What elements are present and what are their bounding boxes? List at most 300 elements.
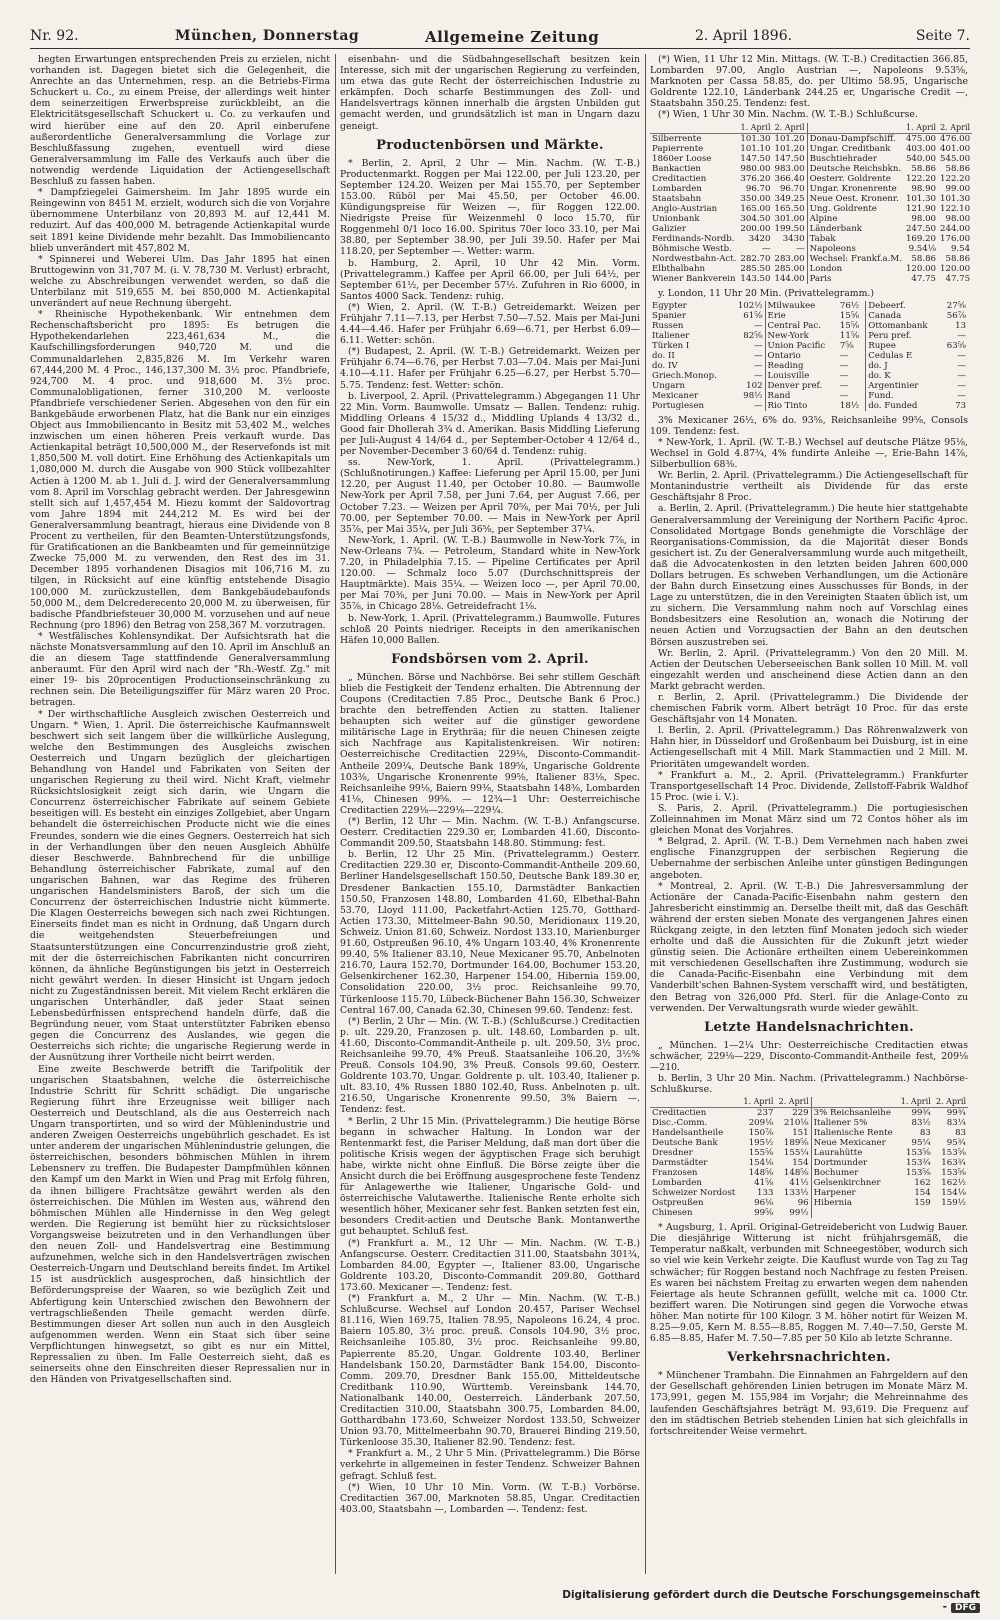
table-cell: 47.75 — [945, 273, 971, 284]
table-cell: 244.00 — [940, 223, 971, 234]
table-cell: 96.70 — [773, 184, 808, 194]
table-cell: 162½ — [941, 1178, 966, 1189]
table-cell: Darmstädter — [652, 1158, 708, 1169]
table-cell: 58.86 — [945, 253, 971, 264]
table-cell: 147.50 — [740, 153, 771, 164]
table-cell: — — [731, 401, 765, 411]
table-cell: 153⅝ — [906, 1148, 931, 1159]
table-row — [650, 133, 972, 144]
table-cell: 13 — [955, 320, 966, 331]
table-cell: 73 — [955, 400, 966, 411]
table-row — [650, 234, 972, 244]
table-cell: Dresdner — [652, 1148, 693, 1159]
table-cell: 56⅞ — [946, 310, 966, 321]
table-cell: Tabak — [809, 233, 836, 244]
wien-midday-report — [650, 54, 968, 109]
table-cell: 475.00 — [905, 133, 937, 144]
table-cell: London — [809, 263, 843, 274]
table-cell: 153⅝ — [906, 1168, 931, 1179]
header-cell: 2. April — [933, 1097, 968, 1108]
table-row — [650, 204, 972, 214]
column-2-intro — [340, 54, 640, 132]
paragraph: * Westfälisches Kohlensyndikat. Der Aufsichtsrath hat die nächste Monatsversammlung auf den 10. April im Anschluß an die an diesem Tage stattfindende Generalversammlung anberaumt. Für den April wird nach der "Rh.-Westf. Zg." mit einer 19- bis 20procentigen Productionseinschränkung zu rechnen sein. Die Beteiligungsziffer für März waren 20 Proc. betragen. — [30, 630, 330, 709]
table-cell: 165.50 — [773, 204, 808, 214]
table-cell: 83¼ — [946, 1118, 966, 1129]
table-cell: Buschtiehrader — [809, 153, 877, 164]
paragraph: hegten Erwartungen entsprechenden Preis zu erzielen, nicht vorhanden ist. Dagegen bietet sich die Gelegenheit, die Anrechte an das Unternehmen, resp. an die Betriebs-Firma Schuckert u. Co., zu einem Preise, der allerdings weit hinter dem seinerzeitigen Erwerbspreise zurückbleibt, an die Elektricitätsgesellschaft Schuckert u. Co. zu verkaufen und wird hierüber eine auf den 20. April einberufene außerordentliche Generalversammlung die Vorlage zur Beschlußfassung zugehen, eventuell wird diese Generalversammlung im Falle des Verkaufs auch über die notwendig werdende Liquidation der Actiengesellschaft Beschluß zu fassen haben. — [30, 54, 330, 188]
table-cell: Donau-Dampfschiff. — [809, 133, 896, 144]
table-row — [650, 341, 968, 351]
table-cell: 162 — [914, 1178, 931, 1189]
page-header — [30, 26, 970, 49]
table-cell: Louisville — [767, 370, 810, 381]
header-cell — [650, 123, 738, 134]
table-row — [650, 371, 968, 381]
table-cell: — — [957, 370, 966, 381]
table-cell: 7⅝ — [838, 341, 866, 351]
section-heading-verkehrsnachrichten: Verkehrsnachrichten. — [727, 1350, 891, 1366]
paragraph: (*) Wien, 2. April. (W. T.-B.) Getreidemarkt. Weizen per Frühjahr 7.11—7.13, per Herbst 7.50—7.52. Mais per Mai-Juni 4.44—4.46. Hafer per Frühjahr 6.69—6.71, per Herbst 6.09—6.11. Wetter: schön. — [340, 301, 640, 347]
table-cell: Böhmische Westb. — [652, 243, 732, 254]
table-row — [650, 381, 968, 391]
paragraph: eisenbahn- und die Südbahngesellschaft besitzen kein Interesse, sich mit der ungarischen Regierung zu verfeinden, um etwa das gute Recht der österreichischen Industrie zu erkämpfen. Doch scharfe Bestimmungen des Zoll- und Handelsvertrags können innerhalb die ärgsten Unbilden gut gemacht werden, und grundsätzlich ist man in Ungarn dazu geneigt. — [340, 54, 640, 132]
paragraph: * Spinnerei und Weberei Ulm. Das Jahr 1895 hat einen Bruttogewinn von 31,707 M. (i. V. 78,730 M. Verlust) erbracht, welche zu Abschreibungen verwendet werden, so daß die Unterbilanz mit 519,655 M. bei 850,000 M. Actienkapital unverändert auf neue Rechnung übergeht. — [30, 253, 330, 310]
table-cell: 99¾ — [946, 1108, 966, 1119]
table-cell: do. II — [652, 350, 675, 361]
table-cell: 540.00 — [905, 153, 937, 164]
table-cell: 403.00 — [905, 143, 937, 154]
column-1-paragraphs — [30, 54, 330, 1385]
paragraph: „ München. Börse und Nachbörse. Bei sehr stillem Geschäft blieb die Festigkeit der Tendenz erhalten. Die Abtrennung der Coupons (Creditactien 7.85 Proc., Deutsche Bank 6 Proc.) brachte den betreffenden Actien zu statten. Italiener behaupten sich weiter auf die günstiger gewordene militärische Lage in Erythräa; für die neuen Chinesen zeigte sich Nachfrage aus Kapitalistenkreisen. Wir notiren: Oesterreichische Creditactien 229⅛, Disconto-Commandit-Antheile 209¼, Deutsche Bank 189⅝, Ungarische Goldrente 103⅜, Ungarische Kronenrente 99⅝, Italiener 83⅛, Spec. Reichsanleihe 99⅛, Baiern 99⅜, Staatsbahn 148⅜, Lombarden 41⅛, Chinesen 99⅝. — 12¾—1 Uhr: Oesterreichische Creditactien 229⅛—229⅛—229¼. — [340, 671, 640, 816]
commodity-reports — [340, 158, 640, 646]
table-cell: Napoleons — [809, 243, 856, 254]
table-cell: Neue Mexicaner — [813, 1138, 886, 1149]
table-cell: 247.50 — [905, 223, 937, 234]
table-cell: 210⅛ — [775, 1118, 811, 1128]
table-cell: 15⅝ — [838, 311, 866, 321]
table-row — [650, 1178, 968, 1188]
table-cell: — — [957, 380, 966, 391]
column-1 — [30, 54, 330, 1574]
table-cell: Staatsbahn — [652, 193, 702, 204]
table-cell: do. IV — [652, 360, 678, 371]
table-cell: 155¼ — [775, 1148, 811, 1158]
table-cell: Spanier — [652, 310, 686, 321]
table-row — [650, 301, 968, 311]
table-row — [650, 274, 972, 284]
table-cell: 83½ — [911, 1118, 931, 1129]
table-cell: 283.00 — [773, 254, 808, 264]
table-cell: 229 — [775, 1108, 811, 1119]
table-cell: 98.00 — [911, 213, 937, 224]
table-cell: 349.25 — [773, 194, 808, 204]
table-cell: 304.50 — [740, 213, 771, 224]
table-cell: 282.70 — [740, 253, 771, 264]
table-row — [650, 184, 972, 194]
table-cell: 47.75 — [911, 273, 937, 284]
table-cell: — — [838, 381, 866, 391]
paragraph: b. Berlin, 12 Uhr 25 Min. (Privattelegramm.) Oesterr. Creditactien 229.30 er, Disconto-Commandit-Antheile 209.60, Berliner Handelsgesellschaft 150.50, Deutsche Bank 189.30 er, Dresdener Bankactien 155.10, Darmstädter Bankactien 150.50, Franzosen 148.80, Lombarden 41.60, Elbethal-Bahn 53.70, Lloyd 111.00, Packetfahrt-Actien 125.70, Gotthard-Actien 173.30, Mittelmeer-Bahn 90.50, Meridionaux 119.20, Schweiz. Union 81.60, Schweiz. Nordost 133.10, Marienburger 91.60, Ostpreußen 96.10, 4% Ungarn 103.40, 4% Kronenrente 99.40, 5% Italiener 83.10, Neue Mexicaner 95.70, Anbelnoten 216.70, Laura 152.70, Dortmunder 164.00, Bochumer 153.20, Gelsenkirchener 162.30, Harpener 154.00, Hibernia 159.00, Consolidation 220.00, 3½ proc. Reichsanleihe 99.70, Türkenloose 115.70, Lübeck-Büchener Bahn 156.30, Schweizer Central 167.00, Canada 62.30, Chinesen 99.60. Tendenz: fest. — [340, 849, 641, 1016]
table-cell: Dortmunder — [813, 1158, 868, 1169]
paragraph: (*) Frankfurt a. M., 2 Uhr — Min. Nachm. (W. T.-B.) Schlußcurse. Wechsel auf London 20.457, Pariser Wechsel 81.116, Wien 169.75, Italien 78.95, Napoleons 16.24, 4 proc. Baiern 105.80, 3½ proc. preuß. Consols 104.90, 3½ proc. Reichsanleihe 105.80, 3½ proc. Reichsanleihe 99.80, Papierrente 85.20, Ungar. Goldrente 103.40, Berliner Handelsbank 150.20, Darmstädter Bank 154.00, Disconto-Comm. 209.70, Dresdner Bank 155.00, Mitteldeutsche Creditbank 110.90, Württemb. Vereinsbank 144.70, Nationalbank 140.00, Oesterreich. Länderbank 207.50, Creditactien 310.00, Staatsbahn 300.75, Lombarden 84.00, Gotthardbahn 173.60, Schweizer Nordost 133.50, Schweizer Union 93.70, Mittelmeerbahn 90.70, Brauerei Binding 219.50, Türkenloose 35.30, Italiener 82.90. Tendenz: fest. — [340, 1293, 640, 1449]
table-row — [650, 321, 968, 331]
table-cell: 101.30 — [740, 133, 771, 144]
table-row — [650, 1128, 968, 1138]
table-row — [650, 1198, 968, 1208]
paragraph: Eine zweite Beschwerde betrifft die Tarifpolitik der ungarischen Staatsbahnen, welche die österreichische Industrie Schritt für Schritt schädigt. Die ungarische Regierung führt ihre Erzeugnisse weit billiger nach Oesterreich und Deutschland, als die aus Oesterreich nach Ungarn transportirten, und so wird der Mühlenindustrie und anderen Zweigen Oesterreichs ungebührlich geschadet. Es ist unter anderem der ungarischen Mühlenindustrie gelungen, die österreichischen, besonders böhmischen Mühlen in ihrem Lebensnerv zu treffen. Die Budapester Dampfmühlen können den Kampf um den Markt in Wien und Prag mit Erfolg führen, da ihnen billigere Frachtsätze gewährt werden als den österreichischen. Die Mühlen im Westen aus, während den böhmischen Mühlen alle Hindernisse in den Weg gelegt werden. Die Regierung ist bemüht hier zu rücksichtsloser Vorgangsweise beizutreten und in den Verhandlungen über den neuen Zoll- und Handelsvertrag eine Bestimmung aufzunehmen, welche sich in den Handelsverträgen zwischen Oesterreich-Ungarn und Deutschland bereits findet. Im Artikel 15 ist ausdrücklich ausgesprochen, daß hinsichtlich der Beförderungspreise der Waaren, so wie bezüglich Zeit und Abfertigung kein Unterschied zwischen den Bewohnern der vertragschließenden Theile gemacht werden dürfe. Bestimmungen dieser Art sollen nun auch in den Ausgleich aufgenommen werden. Wenn ein Staat sich über seine Verpflichtungen hinwegsetzt, so gibt es nur ein Mittel, Repressalien zu üben. Im Falle Oesterreich sieht, daß es seinerseits ohne den Einschreiten dieser Repressalien nur in den Händen von Privatgesellschaften sind. — [30, 1063, 330, 1386]
paragraph: * New-York, 1. April. (W. T.-B.) Wechsel auf deutsche Plätze 95⅛, Wechsel in Gold 4.87¾, 4% fundirte Anleihe —, Erie-Bahn 14⅞, Silberbullion 68⅜. — [650, 436, 968, 471]
place-date-line: München, Donnerstag — [175, 28, 360, 44]
table-cell: — — [731, 341, 765, 351]
table-cell: 99⅝ — [754, 1208, 774, 1219]
table-cell: Russen — [652, 320, 684, 331]
berlin-afterhours-table — [650, 1097, 968, 1218]
table-cell: 83 — [955, 1128, 966, 1139]
table-row — [650, 264, 972, 274]
table-cell: 9.54⅛ — [908, 243, 937, 254]
issue-number: Nr. 92. — [30, 28, 79, 44]
table-cell: Mexicaner — [652, 390, 699, 401]
issue-date: 2. April 1896. — [695, 28, 793, 44]
column-3 — [650, 54, 971, 1574]
table-cell: Wechsel: Frankf.a.M. — [809, 253, 902, 264]
table-row — [650, 1148, 968, 1158]
table-cell: Gelsenkirchner — [813, 1178, 881, 1189]
newspaper-title: Allgemeine Zeitung — [425, 28, 600, 46]
table-cell: 83 — [919, 1128, 931, 1139]
table-cell: — — [838, 391, 866, 401]
paragraph: (*) Wien, 10 Uhr 10 Min. Vorm. (W. T.-B.) Vorbörse. Creditactien 367.00, Marknoten 58.85, Ungar. Creditactien 403.00, Staatsbahn —, Lombarden —. Tendenz: fest. — [340, 1481, 640, 1515]
table-cell: 101.30 — [905, 193, 937, 204]
table-cell: 96.70 — [745, 183, 771, 194]
table-cell: 366.40 — [773, 174, 808, 184]
section-heading-handelsnachrichten: Letzte Handelsnachrichten. — [704, 1019, 914, 1035]
table-cell: 189⅝ — [775, 1138, 811, 1148]
table-cell: Union Pacific — [767, 340, 826, 351]
header-cell: 2. April — [775, 1097, 811, 1108]
table-cell: Rupee — [868, 340, 896, 351]
header-cell: 1. April — [904, 123, 938, 134]
table-cell: 169.20 — [905, 233, 937, 244]
table-cell: Silberrente — [652, 133, 702, 144]
table-cell: 41½ — [775, 1178, 811, 1188]
table-cell: — — [838, 371, 866, 381]
table-cell: 101.30 — [940, 193, 971, 204]
table-cell: 151 — [775, 1128, 811, 1138]
header-cell: 2. April — [938, 123, 972, 134]
table-cell: Papierrente — [652, 143, 704, 154]
table-cell: Fund. — [868, 390, 894, 401]
table-cell: Lombarden — [652, 1178, 702, 1189]
table-cell: Harpener — [813, 1188, 856, 1199]
table-row — [650, 1118, 968, 1128]
table-cell: 61⅝ — [731, 311, 765, 321]
table-cell: 155⅝ — [748, 1148, 774, 1159]
table-row — [650, 214, 972, 224]
table-header-row — [650, 1097, 968, 1108]
table-cell: — — [773, 244, 808, 254]
table-row — [650, 1188, 968, 1198]
stock-exchange-reports — [340, 672, 640, 1515]
table-cell: 27⅝ — [946, 300, 966, 311]
table-cell: 545.00 — [940, 153, 971, 164]
table-cell: — — [731, 361, 765, 371]
table-cell: Egypter — [652, 300, 687, 311]
paragraph: r. Berlin, 2. April. (Privattelegramm.) Die Dividende der chemischen Fabrik vorm. Albert beträgt 10 Proc. für das erste Geschäftsjahr von 14 Monaten. — [650, 692, 968, 726]
paragraph: * Rheinische Hypothekenbank. Wir entnehmen dem Rechenschaftsbericht pro 1895: Es betrugen die Hypothekendarlehen 223,461,634 M., die Kaufschillingsforderungen 940,720 M. und die Communaldarlehen 2,835,826 M. Im Verkehr waren 67,444,200 M. 4 Proc., 146,137,300 M. 3½ proc. Pfandbriefe, 924,700 M. 4 proc. und 918,600 M. 3½ proc. Communalobligationen, ferner 310,200 M. verlooste Pfandbriefe verschiedener Serien. Abgesehen von den für ein Bankgebäude erworbenen Platz, hat die Bank nur ein einziges Object aus Immobiliencanto in Besitz mit 53,402 M., welches inzwischen um einen höheren Preis verkauft wurde. Das Actienkapital beträgt 10,500,000 M., der Reservefonds ist mit 1,850,500 M. voll dotirt. Eine Erhöhung des Actienkapitals um 1,080,000 M. durch die Ausgabe von 900 Stück vollbezahlter Actien à 1200 M. ab 1. Juli d. J. wird der Generalversammlung vom 8. April im Vorschlag gebracht werden. Der Jahresgewinn stellt sich auf 1,457,454 M. Hiezu kommt der Saldovortrag vom Jahre 1894 mit 244,212 M. Es wird bei der Generalversammlung beantragt, hieraus eine Dividende von 8 Procent zu vertheilen, für den Beamten-Unterstützungsfonds, für Gratificationen an die Bankbeamten und für gemeinnützige Zwecke 75,000 M. zu verwenden, den Rest des im 31. December 1895 vorhandenen Disagios mit 106,716 M. zu tilgen, in Rücksicht auf eine künftig entstehende Disagio 100,000 M. zurückzustellen, dem Bankgebäudebaufonds 50,000 M., dem Delcrederecento 20,000 M. zu überweisen, für badische Pfandbriefsteuer 30,000 M. vorzusehen und auf neue Rechnung (pro 1896) den Betrag von 258,367 M. vorzutragen. — [30, 309, 330, 631]
table-cell: 58.86 — [945, 163, 971, 174]
paragraph: * Frankfurt a. M., 2. April. (Privattelegramm.) Frankfurter Transportgesellschaft 14 Proc. Dividende, Zellstoff-Fabrik Waldhof 15 Proc. (wie i. V.). — [650, 769, 968, 803]
table-row — [650, 144, 972, 154]
table-cell: 102 — [731, 381, 765, 391]
table-cell: 98.00 — [945, 213, 971, 224]
table-cell: Wiener Bankverein — [652, 273, 736, 284]
paragraph: (*) Berlin, 12 Uhr — Min. Nachm. (W. T.-B.) Anfangscurse. Oesterr. Creditactien 229.30 er, Lombarden 41.60, Disconto-Commandit 209.50, Staatsbahn 148.80. Stimmung: fest. — [340, 816, 640, 850]
table-cell: 120.00 — [940, 263, 971, 274]
table-cell: 120.00 — [905, 263, 937, 274]
paragraph: * Belgrad, 2. April. (W. T.-B.) Dem Vernehmen nach haben zwei englische Finanzgruppen der serbischen Regierung die Uebernahme der serbischen Anleihe unter günstigen Bedingungen angeboten. — [650, 836, 968, 881]
table-cell: 3430 — [773, 234, 808, 244]
latest-trade-reports — [650, 1040, 968, 1095]
table-cell: 101.20 — [773, 133, 808, 144]
table-cell: Neue Oest. Kronenr. — [809, 193, 899, 204]
paragraph: Wr. Berlin, 2. April. (Privattelegramm.) Die Actiengesellschaft für Montanindustrie vertheilt als Dividende für das erste Geschäftsjahr 8 Proc. — [650, 470, 968, 504]
table-row — [650, 1168, 968, 1178]
table-cell: — — [731, 351, 765, 361]
table-cell: 154 — [914, 1188, 931, 1199]
table-cell: 200.00 — [740, 223, 771, 234]
table-cell: Ungarn — [652, 380, 686, 391]
paragraph: (*) Berlin, 2 Uhr — Min. (W. T.-B.) (Schlußcurse.) Creditactien p. ult. 229.20, Franzosen p. ult. 148.60, Lombarden p. ult. 41.60, Disconto-Commandit-Antheile p. ult. 209.50, 3½ proc. Reichsanleihe 99.70, 4% Preuß. Staatsanleihe 106.20, 3½% Preuß. Consols 104.90, 3% Preuß. Consols 99.60, Oesterr. Goldrente 103.70, Ungar. Goldrente p. ult. 103.40, Italiener p. ult. 83.10, 4% Russen 1880 102.40, Russ. Anbelnoten p. ult. 216.50, Ungarische Kronenrente 99.50, 3% Baiern —. Tendenz: fest. — [340, 1015, 640, 1116]
table-cell: Deutsche Bank — [652, 1138, 718, 1149]
table-cell: 102½ — [731, 301, 765, 311]
table-cell: Italiener — [652, 330, 690, 341]
table-cell: Ungar. Creditbank — [809, 143, 891, 154]
column-divider — [335, 54, 336, 1574]
header-cell: 1. April — [738, 123, 772, 134]
paragraph: (*) Frankfurt a. M., 12 Uhr — Min. Nachm. (W. T.-B.) Anfangscurse. Oesterr. Creditactien 311.00, Staatsbahn 301¾, Lombarden 84.00, Egypter —, Italiener 83.00, Ungarische Goldrente 103.20, Disconto-Commandit 209.80, Gotthard 173.60. Mexicaner —. Tendenz: fest. — [340, 1237, 640, 1293]
table-cell: Ostpreußen — [652, 1198, 704, 1209]
table-cell: 98.90 — [911, 183, 937, 194]
table-row — [650, 244, 972, 254]
table-cell: — — [731, 371, 765, 381]
table-cell: — — [838, 351, 866, 361]
paragraph: New-York, 1. April. (W. T.-B.) Baumwolle in New-York 7⅞, in New-Orleans 7¾. — Petroleum, Standard white in New-York 7.20, in Philadelphia 7.15. — Pipeline Certificates per April 120.00. — Schmalz loco 5.07 (Durchschnittspreis der Hauptmärkte). Mais 35¼. — Weizen loco —, per April 70.00, per Mai 70⅜, per Juni 70.00. — Mais in New-York per April 35⅞, in Chicago 28⅛. Getreidefracht 1⅛. — [340, 534, 640, 613]
table-cell: 980.00 — [740, 163, 771, 174]
table-cell: 350.00 — [740, 193, 771, 204]
london-table-tail: 3% Mexicaner 26½, 6% do. 93⅝, Reichsanleihe 99⅝, Consols 109. Tendenz: fest. — [650, 414, 968, 437]
table-cell: 133½ — [775, 1188, 811, 1198]
paragraph: * Augsburg, 1. April. Original-Getreidebericht von Ludwig Bauer. Die diesjährige Witterung ist nicht frühjahrsgemäß, die Temperatur naßkalt, verbunden mit Schneegestöber, wodurch sich so viel wie kein Verkehr zeigte. Die Kauflust wurde von Tag zu Tag schwächer; für Roggen bestand noch Nachfrage zu festen Preisen. Es waren bei nächstem Freitag zu erwarten wegen dem nahenden Feiertage als heute Schrannen gefüllt, welche mit ca. 1000 Ctr. beziffert waren. Die Notirungen sind gegen die Vorwoche etwas höher. Man notirte für 100 Kilogr. 3 M. höher notirt für Weizen M. 8.25—9.05, Kern M. 8.55—8.85, Roggen M. 7.40—7.50, Gerste M. 6.85—8.85, Hafer M. 7.50—7.85 per 50 Kilo ab letzte Schranne. — [650, 1222, 968, 1345]
london-rates-table — [650, 301, 968, 411]
table-row — [650, 361, 968, 371]
paragraph: ss. New-York, 1. April. (Privattelegramm.) (Schlußnotirungen.) Kaffee: Lieferung per April 15.00, per Juni 12.20, per August 11.40, per October 10.80. — Baumwolle New-York per April 7.58, per Juni 7.64, per August 7.66, per October 7.23. — Weizen per April 70⅝, per Mai 70½, per Juli 70.00, per September 70.00. — Mais in New-York per April 35⅞, per Mai 35¼, per Juli 36⅝, per September 37¼. — [340, 457, 640, 535]
table-cell: Ottomanbank — [868, 320, 928, 331]
table-cell: Griech.Monop. — [652, 370, 717, 381]
table-row — [650, 164, 972, 174]
header-cell — [807, 123, 904, 134]
table-cell: Hibernia — [813, 1198, 852, 1209]
table-cell: 63⅝ — [946, 340, 966, 351]
table-cell: Deutsche Reichsbkn. — [809, 163, 902, 174]
table-row — [650, 1208, 968, 1218]
table-cell: 144.00 — [773, 274, 808, 284]
table-cell: Milwaukee — [767, 300, 816, 311]
header-cell: 1. April — [740, 1097, 775, 1108]
table-cell: Canada — [868, 310, 902, 321]
table-cell: Erie — [767, 310, 786, 321]
table-cell: 983.00 — [773, 164, 808, 174]
paragraph: b. Liverpool, 2. April. (Privattelegramm.) Abgegangen 11 Uhr 22 Min. Vorm. Baumwolle. Umsatz — Ballen. Tendenz: ruhig. Middling Orleans 4 15/32 d., Middling Uplands 4 13/32 d., Good fair Dhollerah 3¾ d. Amerikan. Basis Middling Lieferung per Juli-August 4 14/64 d., per September-October 4 12/64 d., per November-December 3 60/64 d. Tendenz: ruhig. — [340, 390, 640, 458]
table-cell: 199.50 — [773, 224, 808, 234]
table-cell: Peru pref. — [868, 330, 912, 341]
paragraph: * Münchener Trambahn. Die Einnahmen an Fahrgeldern auf den der Gesellschaft gehörenden Linien betrugen im Monate März M. 173,991, gegen M. 155,984 im Vorjahr; die Mehreinnahme des laufenden Geschäftsjahres beträgt M. 93,619. Die Frequenz auf den im städtischen Betrieb stehenden Linien hat sich gleichfalls in fortschreitender Weise vermehrt. — [650, 1370, 968, 1437]
wien-rates-table — [650, 123, 972, 284]
table-cell: Portugiesen — [652, 400, 705, 411]
table-cell: Länderbank — [809, 223, 863, 234]
table-cell: 154 — [775, 1158, 811, 1168]
table-cell: 237 — [757, 1108, 774, 1119]
table-cell: 121.90 — [905, 203, 937, 214]
table-cell: Elbthalbahn — [652, 263, 706, 274]
table-cell: 99½ — [775, 1208, 811, 1218]
table-cell — [811, 1208, 897, 1218]
table-cell: Ontario — [767, 350, 801, 361]
table-cell: 3% Reichsanleihe — [813, 1108, 891, 1119]
table-cell: 159½ — [941, 1198, 966, 1209]
table-cell: 98½ — [731, 391, 765, 401]
dfg-logo: DFG — [951, 1603, 980, 1613]
table-cell: 148⅝ — [748, 1168, 774, 1179]
digitization-footer — [560, 1589, 980, 1613]
berlin-afterhours-body — [650, 1108, 968, 1219]
table-cell: 143.50 — [740, 273, 771, 284]
paragraph: (*) Budapest, 2. April. (W. T.-B.) Getreidemarkt. Weizen per Frühjahr 6.74—6.76, per Herbst 7.03—7.04. Mais per Mai-Juni 4.10—4.11. Hafer per Frühjahr 6.25—6.27, per Herbst 5.70—5.75. Tendenz: fest. Wetter: schön. — [340, 346, 640, 391]
table-cell: Bochumer — [813, 1168, 859, 1179]
table-row — [650, 351, 968, 361]
table-row — [650, 224, 972, 234]
table-cell — [933, 1208, 968, 1218]
table-cell: Alpine — [809, 213, 838, 224]
table-cell: Reading — [767, 360, 804, 371]
table-cell: Anglo-Austrian — [652, 203, 718, 214]
table-row — [650, 1138, 968, 1148]
table-cell: 9.54 — [950, 243, 971, 254]
paragraph: Wr. Berlin, 2. April. (Privattelegramm.) Von den 20 Mill. M. Actien der Deutschen Ueberseeischen Bank sollen 10 Mill. M. voll eingezahlt werden und anscheinend diese Actien dann an den Markt gebracht werden. — [650, 647, 968, 692]
table-cell: 476.00 — [940, 133, 971, 144]
table-cell: Handelsantheile — [652, 1128, 724, 1139]
table-cell: 11⅝ — [838, 331, 866, 341]
paragraph: * Montreal, 2. April. (W. T.-B.) Die Jahresversammlung der Actionäre der Canada-Pacific-Eisenbahn nahm gestern den Jahresbericht einstimmig an. Derselbe theilt mit, daß das Geschäft während der ersten sieben Monate des vergangenen Jahres einen Rückgang zeigte, in den letzten fünf Monaten jedoch sich wieder erholte und daß die Aussichten für die Zukunft jetzt wieder günstig seien. Die Actionäre ertheilten einem Uebereinkommen mit verschiedenen Gesellschaften ihre Zustimmung, wodurch sie die Canada-Pacific-Eisenbahn eine Verbindung mit dem Vanderbilt'schen Bahnen-System verschafft wird, und bestätigten, den Betrag von 326,000 Pfd. Sterl. für die Anlage-Conto zu verwenden. Der Verwaltungsrath wurde wieder gewählt. — [650, 880, 968, 1014]
table-cell: 101.20 — [773, 144, 808, 154]
table-cell: 133 — [757, 1188, 774, 1199]
table-cell: Chinesen — [652, 1208, 693, 1219]
table-cell: 96 — [775, 1198, 811, 1208]
table-cell: 154⅛ — [941, 1188, 966, 1199]
table-cell: 153¾ — [906, 1158, 931, 1169]
header-cell: 2. April — [773, 123, 808, 134]
wien-table-title: (*) Wien, 1 Uhr 30 Min. Nachm. (W. T.-B.) Schlußcurse. — [658, 109, 918, 121]
table-cell: 150⅞ — [748, 1128, 774, 1139]
table-cell: Rand — [767, 390, 791, 401]
paragraph: b. Hamburg, 2. April, 10 Uhr 42 Min. Vorm. (Privattelegramm.) Kaffee per April 66.00, per Juli 64½, per September 61½, per December 57½. Zufuhren in Rio 6000, in Santos 4000 Sack. Tendenz: ruhig. — [340, 257, 640, 302]
paragraph: b. Berlin, 3 Uhr 20 Min. Nachm. (Privattelegramm.) Nachbörse-Schlußkurse. — [650, 1073, 968, 1096]
column-divider — [645, 54, 646, 1574]
table-cell: Cedulas E — [868, 350, 913, 361]
table-cell: Disc.-Comm. — [652, 1118, 708, 1129]
table-cell: Lombarden — [652, 183, 702, 194]
table-cell: 163¾ — [941, 1158, 966, 1169]
table-cell: 3420 — [748, 233, 771, 244]
page-number: Seite 7. — [915, 28, 970, 44]
paragraph: * Berlin, 2. April, 2 Uhr — Min. Nachm. (W. T.-B.) Productenmarkt. Roggen per Mai 122.00, per Juli 123.20, per September 124.20. Weizen per Mai 155.70, per September 153.00. Rüböl per Mai 45.50, per October 46.00. Kündigungspreise für Weizen —, für Roggen 122.00. Niedrigste Preise für Weizenmehl 0 loco 15.70, für Roggenmehl 0/1 loco 16.00. Spiritus 70er loco 33.10, per Mai 38.80, per September 38.90, per Juli 39.50. Hafer per Mai 118.20, per September —. Wetter: warm. — [340, 157, 640, 258]
paragraph: * Frankfurt a. M., 2 Uhr 5 Min. (Privattelegramm.) Die Börse verkehrte in allgemeinen in fester Tendenz. Schweizer Bahnen gefragt. Schluß fest. — [340, 1448, 640, 1482]
table-cell: Oesterr. Goldrente — [809, 173, 891, 184]
table-cell: 376.20 — [740, 173, 771, 184]
table-row — [650, 391, 968, 401]
paragraph: * Dampfziegelei Gaimersheim. Im Jahr 1895 wurde ein Reingewinn von 8451 M. erzielt, wodurch sich die von Vorjahre übernommene Unterbilanz von 20,893 M. auf 12,441 M. reduzirt. Auf das 400,000 M. betragende Actienkapital wurde seit 1891 keine Dividende mehr bezahlt. Das Immobiliencanto blieb unverändert mit 457,802 M. — [30, 187, 330, 254]
table-cell: 122.20 — [940, 173, 971, 184]
table-cell: — — [761, 243, 771, 254]
table-cell: Creditactien — [652, 1108, 707, 1119]
table-cell: Franzosen — [652, 1168, 698, 1179]
table-cell — [898, 1208, 933, 1218]
table-cell: 122.10 — [940, 203, 971, 214]
table-cell: 176.00 — [940, 233, 971, 244]
paragraph: * Berlin, 2 Uhr 15 Min. (Privattelegramm.) Die heutige Börse begann in schwacher Haltung. In London war der Rentenmarkt fest, die Pariser Meldung, daß man dort über die politische Krisis wegen der ägyptischen Frage sich beruhigt habe, wirkte nicht ohne Einfluß. Die Börse zeigte über die Ansicht durch die bei Eröffnung ausgesprochene feste Tendenz für Anlagewerthe wie Italiener, Ungarische Gold- und österreichische Valutawerthe. Italienische Rente erholte sich wesentlich höher, Mexicaner sehr fest. Banken setzten fest ein, besonders Credit-actien und Deutsche Bank. Montanwerthe gut behauptet. Schluß fest. — [340, 1115, 640, 1238]
table-cell: 82⅝ — [731, 331, 765, 341]
paragraph: „ München. 1—2¼ Uhr: Oesterreichische Creditactien etwas schwächer, 229⅛—229, Disconto-Commandit-Antheile fest, 209⅛—210. — [650, 1039, 968, 1073]
table-cell: Galizier — [652, 223, 686, 234]
table-cell: do. J — [868, 360, 888, 371]
table-row — [650, 254, 972, 264]
table-cell: Rio Tinto — [767, 400, 808, 411]
table-cell: 41⅝ — [754, 1178, 774, 1189]
table-cell: 95¼ — [911, 1138, 931, 1149]
table-cell: 147.50 — [773, 154, 808, 164]
paragraph: b. New-York, 1. April. (Privattelegramm.) Baumwolle. Futures schloß 20 Points niedriger. Receipts in den amerikanischen Häfen 10,000 Ballen. — [340, 612, 640, 646]
london-rates-body — [650, 301, 968, 411]
table-cell: 154⅛ — [748, 1158, 774, 1169]
table-cell: New-York — [767, 330, 809, 341]
table-cell: Ung. Goldrente — [809, 203, 877, 214]
table-cell: 99.00 — [945, 183, 971, 194]
wien-rates-body — [650, 133, 972, 284]
section-heading-fondsboersen: Fondsbörsen vom 2. April. — [391, 651, 589, 667]
table-cell: Türken I — [652, 340, 690, 351]
table-row — [650, 401, 968, 411]
table-cell: Italienische Rente — [813, 1128, 893, 1139]
header-cell — [811, 1097, 897, 1108]
table-cell: 76½ — [838, 301, 866, 311]
paragraph: l. Berlin, 2. April. (Privattelegramm.) Das Röhrenwalzwerk von Hahn hier, in Düsseldorf und Großenbaum bei Duisburg, ist in eine Actiengesellschaft mit 4 Mill. Mark Stammactien und 2 Mill. M. Prioritäten umgewandelt worden. — [650, 725, 968, 770]
table-cell: 285.50 — [740, 263, 771, 274]
footer-text: Digitalisierung gefördert durch die Deutsche Forschungsgemeinschaft - — [562, 1589, 980, 1613]
table-cell: Laurahütte — [813, 1148, 863, 1159]
table-row — [650, 1108, 968, 1119]
table-cell: 1860er Loose — [652, 153, 712, 164]
table-cell: 285.00 — [773, 264, 808, 274]
column-2 — [340, 54, 640, 1574]
table-row — [650, 331, 968, 341]
table-cell: 153⅝ — [941, 1168, 966, 1179]
table-cell: Italiener 5% — [813, 1118, 868, 1129]
table-cell: 58.86 — [911, 253, 937, 264]
table-row — [650, 154, 972, 164]
table-cell: — — [957, 360, 966, 371]
paragraph: S. Paris, 2. April. (Privattelegramm.) Die portugiesischen Zolleinnahmen im Monat März sind um 72 Contos höher als im gleichen Monat des Vorjahres. — [650, 802, 968, 837]
table-cell: 18½ — [838, 401, 866, 411]
